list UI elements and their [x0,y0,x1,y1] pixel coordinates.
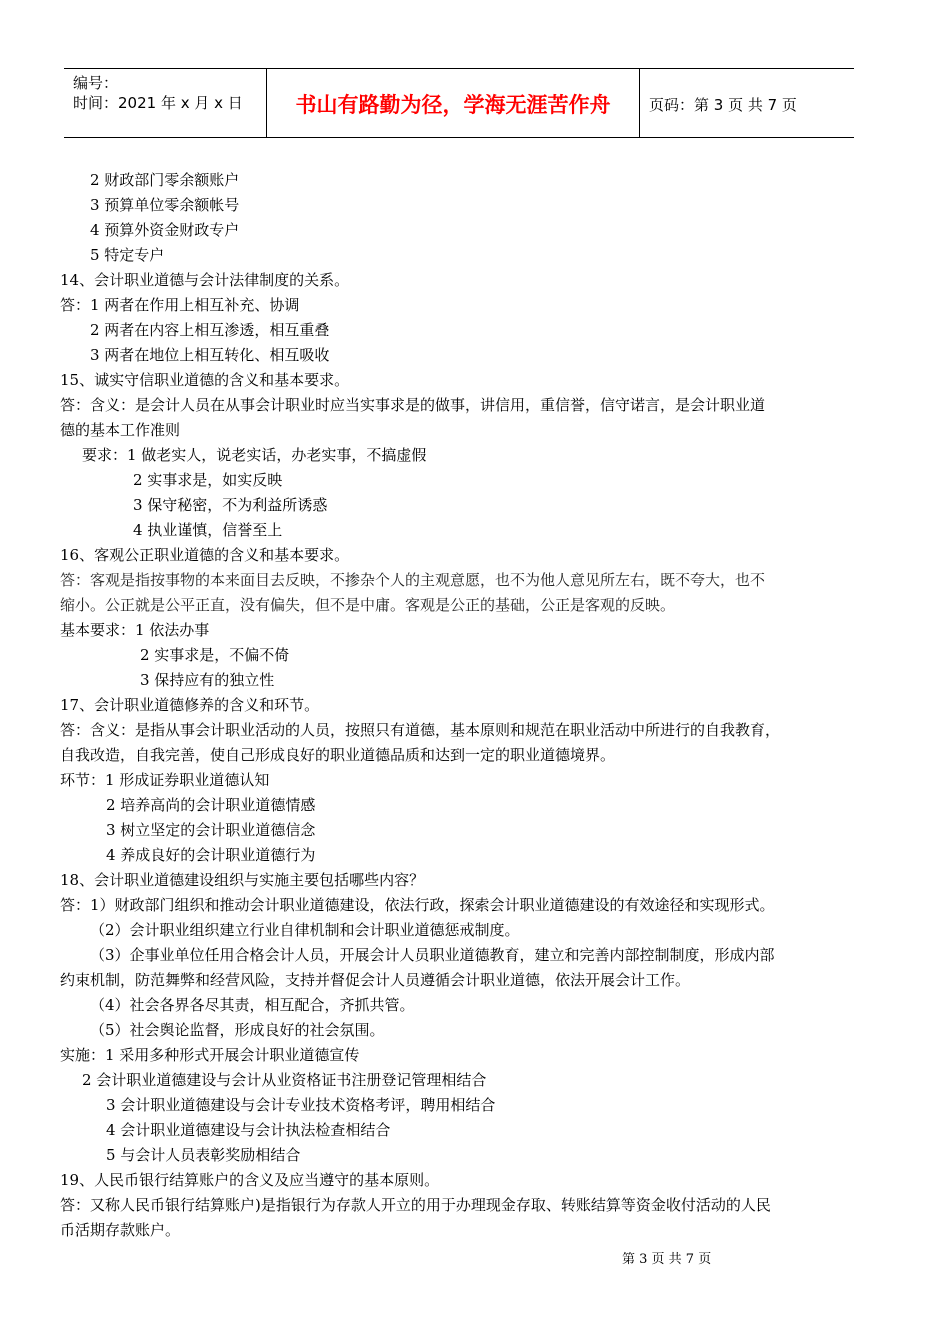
text-line: 3 预算单位零余额帐号 [90,196,240,214]
text-line: 自我改造，自我完善，使自己形成良好的职业道德品质和达到一定的职业道德境界。 [60,746,616,764]
text-line: 2 财政部门零余额账户 [90,171,240,189]
question-heading: 15、诚实守信职业道德的含义和基本要求。 [60,371,350,389]
text-line: （3）企事业单位任用合格会计人员，开展会计人员职业道德教育，建立和完善内部控制制度，形成内部 [90,946,775,964]
text-line: 4 预算外资金财政专户 [90,221,240,239]
text-line: 3 两者在地位上相互转化、相互吸收 [90,346,330,364]
page-header [64,68,854,138]
header-page-cell [639,69,854,137]
text-line: 2 两者在内容上相互渗透，相互重叠 [90,321,330,339]
text-line: 答：1）财政部门组织和推动会计职业道德建设，依法行政，探索会计职业道德建设的有效途径和实现形式。 [60,896,775,914]
text-line: 答：含义：是会计人员在从事会计职业时应当实事求是的做事，讲信用，重信誉，信守诺言，是会计职业道 [60,396,766,414]
header-info-cell [64,69,266,137]
text-line: 要求：1 做老实人，说老实话，办老实事，不搞虚假 [82,446,427,464]
text-line: 3 会计职业道德建设与会计专业技术资格考评，聘用相结合 [106,1096,496,1114]
text-line: 4 会计职业道德建设与会计执法检查相结合 [106,1121,391,1139]
text-line: 2 实事求是，不偏不倚 [140,646,290,664]
text-line: 环节：1 形成证券职业道德认知 [60,771,270,789]
text-line: 答：又称人民币银行结算账户)是指银行为存款人开立的用于办理现金存取、转账结算等资金收付活动的人民 [60,1196,771,1214]
text-line: 2 实事求是，如实反映 [133,471,283,489]
text-line: （5）社会舆论监督，形成良好的社会氛围。 [90,1021,385,1039]
question-heading: 18、会计职业道德建设组织与实施主要包括哪些内容？ [60,871,425,889]
question-heading: 19、人民币银行结算账户的含义及应当遵守的基本原则。 [60,1171,440,1189]
text-line: 基本要求：1 依法办事 [60,621,210,639]
text-line: 缩小。公正就是公平正直，没有偏失，但不是中庸。客观是公正的基础，公正是客观的反映。 [60,596,676,614]
text-line: 答：含义：是指从事会计职业活动的人员，按照只有道德，基本原则和规范在职业活动中所进行的自我教育， [60,721,781,739]
text-line: 3 保持应有的独立性 [140,671,275,689]
text-line: 约束机制，防范舞弊和经营风险，支持并督促会计人员遵循会计职业道德，依法开展会计工作。 [60,971,691,989]
header-motto-cell [266,69,640,137]
text-line: 4 养成良好的会计职业道德行为 [106,846,316,864]
page-code: 页码：第 3 页 共 7 页 [649,96,797,114]
document-body [60,168,860,1243]
number-label: 编号： [73,74,119,92]
text-line: 答：1 两者在作用上相互补充、协调 [60,296,300,314]
page-footer: 第 3 页 共 7 页 [622,1252,712,1267]
text-line: 4 执业谨慎，信誉至上 [133,521,283,539]
text-line: 实施：1 采用多种形式开展会计职业道德宣传 [60,1046,360,1064]
motto-text: 书山有路勤为径，学海无涯苦作舟 [295,93,611,117]
time-label: 时间：2021 年 x 月 x 日 [73,94,243,112]
text-line: 2 会计职业道德建设与会计从业资格证书注册登记管理相结合 [82,1071,487,1089]
text-line: 5 特定专户 [90,246,165,264]
text-line: （4）社会各界各尽其责，相互配合，齐抓共管。 [90,996,415,1014]
question-heading: 14、会计职业道德与会计法律制度的关系。 [60,271,350,289]
text-line: 3 树立坚定的会计职业道德信念 [106,821,316,839]
text-line: 答：客观是指按事物的本来面目去反映，不掺杂个人的主观意愿，也不为他人意见所左右，既不夸大，也不 [60,571,766,589]
question-heading: 17、会计职业道德修养的含义和环节。 [60,696,320,714]
text-line: 2 培养高尚的会计职业道德情感 [106,796,316,814]
question-heading: 16、客观公正职业道德的含义和基本要求。 [60,546,350,564]
text-line: 3 保守秘密，不为利益所诱惑 [133,496,328,514]
text-line: 5 与会计人员表彰奖励相结合 [106,1146,301,1164]
text-line: 德的基本工作准则 [60,421,181,439]
text-line: 币活期存款账户。 [60,1221,181,1239]
text-line: （2）会计职业组织建立行业自律机制和会计职业道德惩戒制度。 [90,921,520,939]
